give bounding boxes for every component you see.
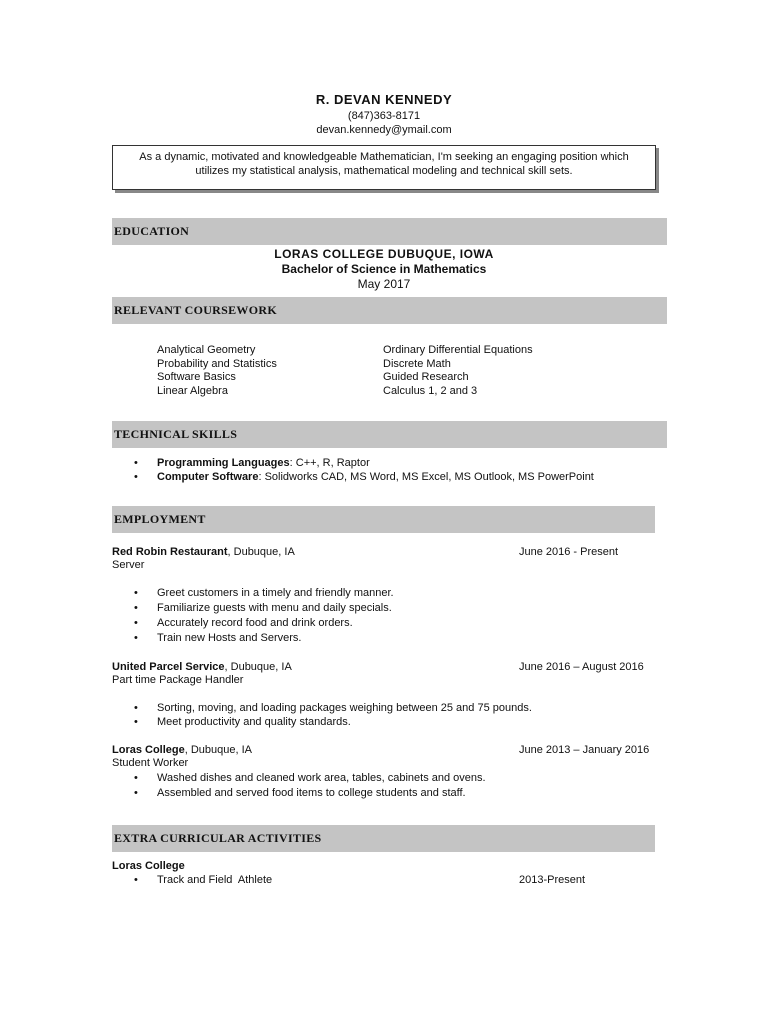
course-item: Calculus 1, 2 and 3 (383, 384, 478, 397)
job-location: , Dubuque, IA (184, 744, 253, 756)
course-item: Discrete Math (383, 357, 451, 370)
job-dates: June 2016 - Present (519, 546, 619, 558)
degree: Bachelor of Science in Mathematics (281, 262, 487, 276)
graduation-date: May 2017 (357, 277, 411, 291)
job-dates: June 2013 – January 2016 (519, 744, 650, 756)
coursework-left-column (157, 344, 277, 398)
skills-heading: TECHNICAL SKILLS (114, 427, 238, 441)
job-company: Red Robin Restaurant (112, 546, 228, 558)
coursework-heading: RELEVANT COURSEWORK (114, 303, 277, 317)
skill-value: : Solidworks CAD, MS Word, MS Excel, MS Outlook, MS PowerPoint (258, 471, 594, 483)
activity-item: • Track and Field Athlete (157, 874, 272, 886)
job-title: Server (112, 559, 145, 571)
activity-dates: 2013-Present (519, 874, 586, 886)
phone-number: (847)363-8171 (347, 110, 421, 122)
education-heading: EDUCATION (114, 224, 190, 238)
resume-name: R. DEVAN KENNEDY (315, 92, 453, 107)
skill-label: Programming Languages (157, 457, 290, 469)
employment-section-header (112, 506, 655, 533)
job-company: United Parcel Service (112, 661, 225, 673)
education-section-header (112, 218, 667, 245)
email-address: devan.kennedy@ymail.com (316, 124, 452, 136)
job-duty: • Train new Hosts and Servers. (157, 632, 301, 644)
job-title: Part time Package Handler (112, 674, 244, 686)
activity-organization: Loras College (112, 860, 185, 872)
job-location: , Dubuque, IA (227, 546, 295, 558)
coursework-section-header (112, 297, 667, 324)
activities-heading: EXTRA CURRICULAR ACTIVITIES (114, 831, 322, 845)
skill-label: Computer Software (157, 471, 259, 483)
job-title: Student Worker (112, 757, 189, 769)
skill-value: : C++, R, Raptor (289, 457, 370, 469)
school-name: LORAS COLLEGE DUBUQUE, IOWA (274, 247, 494, 261)
job-company: Loras College (112, 744, 185, 756)
course-item: Linear Algebra (157, 384, 228, 397)
course-item: Guided Research (383, 371, 469, 383)
course-item: Software Basics (157, 371, 236, 383)
job-duty: • Greet customers in a timely and friendly manner. (157, 587, 394, 599)
objective-text: As a dynamic, motivated and knowledgeable Mathematician, I'm seeking an engaging position which utilizes my statistical analysis, mathematical modeling and technical skill sets. (139, 151, 629, 177)
course-item: Analytical Geometry (157, 344, 256, 356)
job-duty: • Meet productivity and quality standards. (157, 716, 351, 728)
job-company-line (112, 661, 292, 673)
employment-heading: EMPLOYMENT (114, 512, 206, 526)
coursework-right-column (383, 344, 533, 398)
skills-section-header (112, 421, 667, 448)
job-company-line (112, 546, 295, 558)
job-location: , Dubuque, IA (224, 661, 292, 673)
skill-item (157, 457, 370, 469)
activities-section-header (112, 825, 655, 852)
course-item: Ordinary Differential Equations (383, 344, 533, 356)
skill-item (157, 471, 594, 483)
job-duty: • Accurately record food and drink orders. (157, 617, 353, 629)
objective-box (112, 145, 656, 190)
course-item: Probability and Statistics (157, 357, 277, 370)
job-duty: • Assembled and served food items to college students and staff. (157, 787, 466, 799)
job-dates: June 2016 – August 2016 (519, 661, 644, 673)
job-company-line (112, 744, 252, 756)
job-duty: • Familiarize guests with menu and daily specials. (157, 602, 392, 614)
job-duty: • Sorting, moving, and loading packages weighing between 25 and 75 pounds. (157, 702, 532, 714)
job-duty: • Washed dishes and cleaned work area, tables, cabinets and ovens. (157, 772, 486, 784)
